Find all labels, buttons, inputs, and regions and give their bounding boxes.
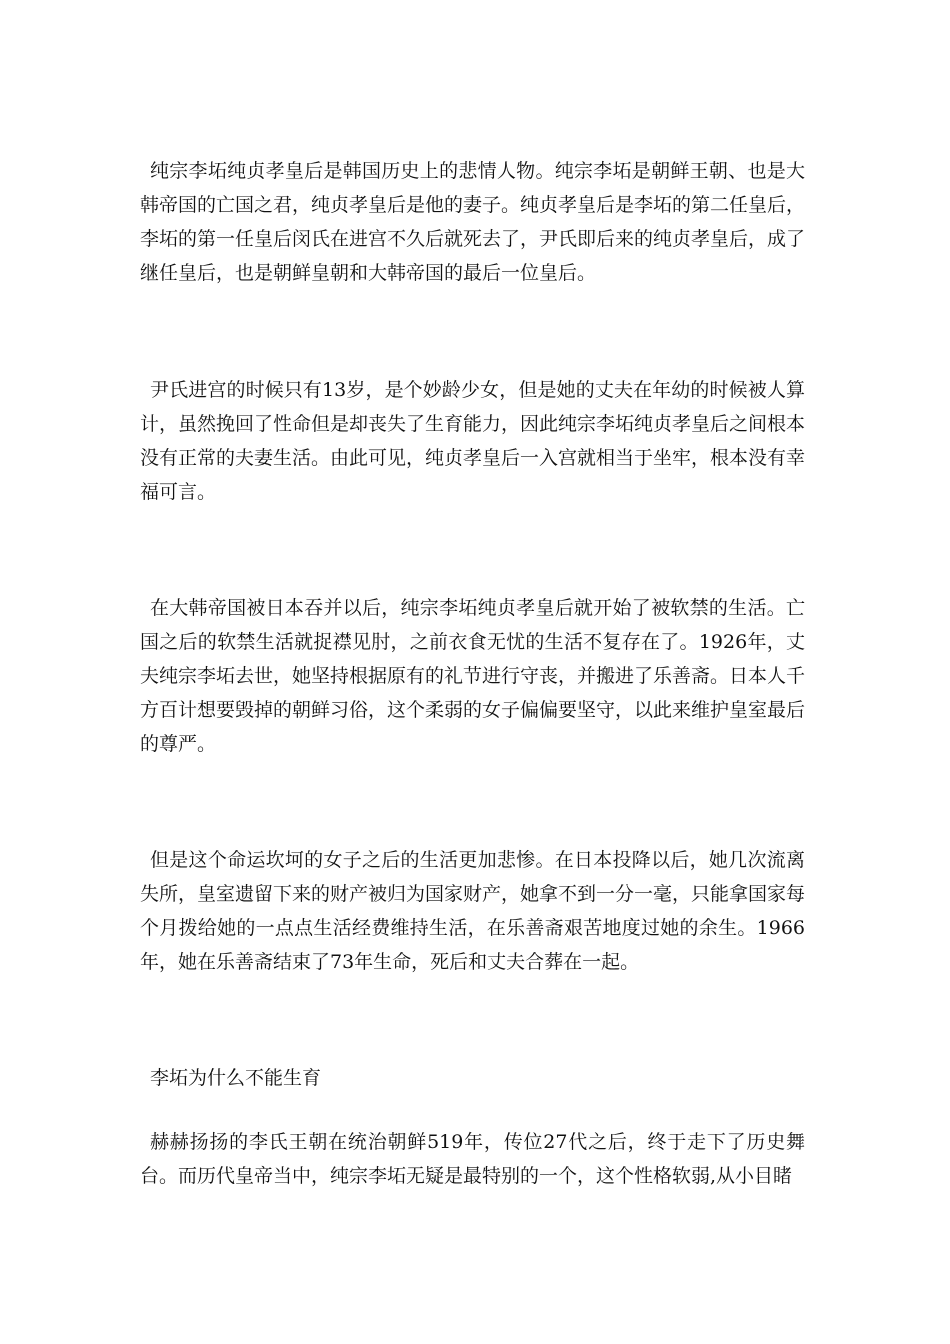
paragraph-dynasty: 赫赫扬扬的李氏王朝在统治朝鲜519年，传位27代之后，终于走下了历史舞台。而历代皇帝当中，纯宗李坧无疑是最特别的一个，这个性格软弱,从小目睹 xyxy=(140,1131,805,1187)
section-heading: 李坧为什么不能生育 xyxy=(150,1067,322,1089)
paragraph-house-arrest: 在大韩帝国被日本吞并以后，纯宗李坧纯贞孝皇后就开始了被软禁的生活。亡国之后的软禁生活就捉襟见肘，之前衣食无忧的生活不复存在了。1926年，丈夫纯宗李坧去世，她坚持根据原有的礼节进行守丧，并搬进了乐善斋。日本人千方百计想要毁掉的朝鲜习俗，这个柔弱的女子偏偏要坚守，以此来维护皇室最后的尊严。 xyxy=(140,597,806,755)
paragraph-marriage: 尹氏进宫的时候只有13岁，是个妙龄少女，但是她的丈夫在年幼的时候被人算计，虽然挽回了性命但是却丧失了生育能力，因此纯宗李坧纯贞孝皇后之间根本没有正常的夫妻生活。由此可见，纯贞孝皇后一入宫就相当于坐牢，根本没有幸福可言。 xyxy=(140,379,806,503)
paragraph-empress-intro: 纯宗李坧纯贞孝皇后是韩国历史上的悲情人物。纯宗李坧是朝鲜王朝、也是大韩帝国的亡国之君，纯贞孝皇后是他的妻子。纯贞孝皇后是李坧的第二任皇后，李坧的第一任皇后闵氏在进宫不久后就死去了，尹氏即后来的纯贞孝皇后，成了继任皇后，也是朝鲜皇朝和大韩帝国的最后一位皇后。 xyxy=(140,160,806,284)
paragraph-later-life: 但是这个命运坎坷的女子之后的生活更加悲惨。在日本投降以后，她几次流离失所，皇室遗留下来的财产被归为国家财产，她拿不到一分一毫，只能拿国家每个月拨给她的一点点生活经费维持生活，在乐善斋艰苦地度过她的余生。1966年，她在乐善斋结束了73年生命，死后和丈夫合葬在一起。 xyxy=(140,849,806,973)
